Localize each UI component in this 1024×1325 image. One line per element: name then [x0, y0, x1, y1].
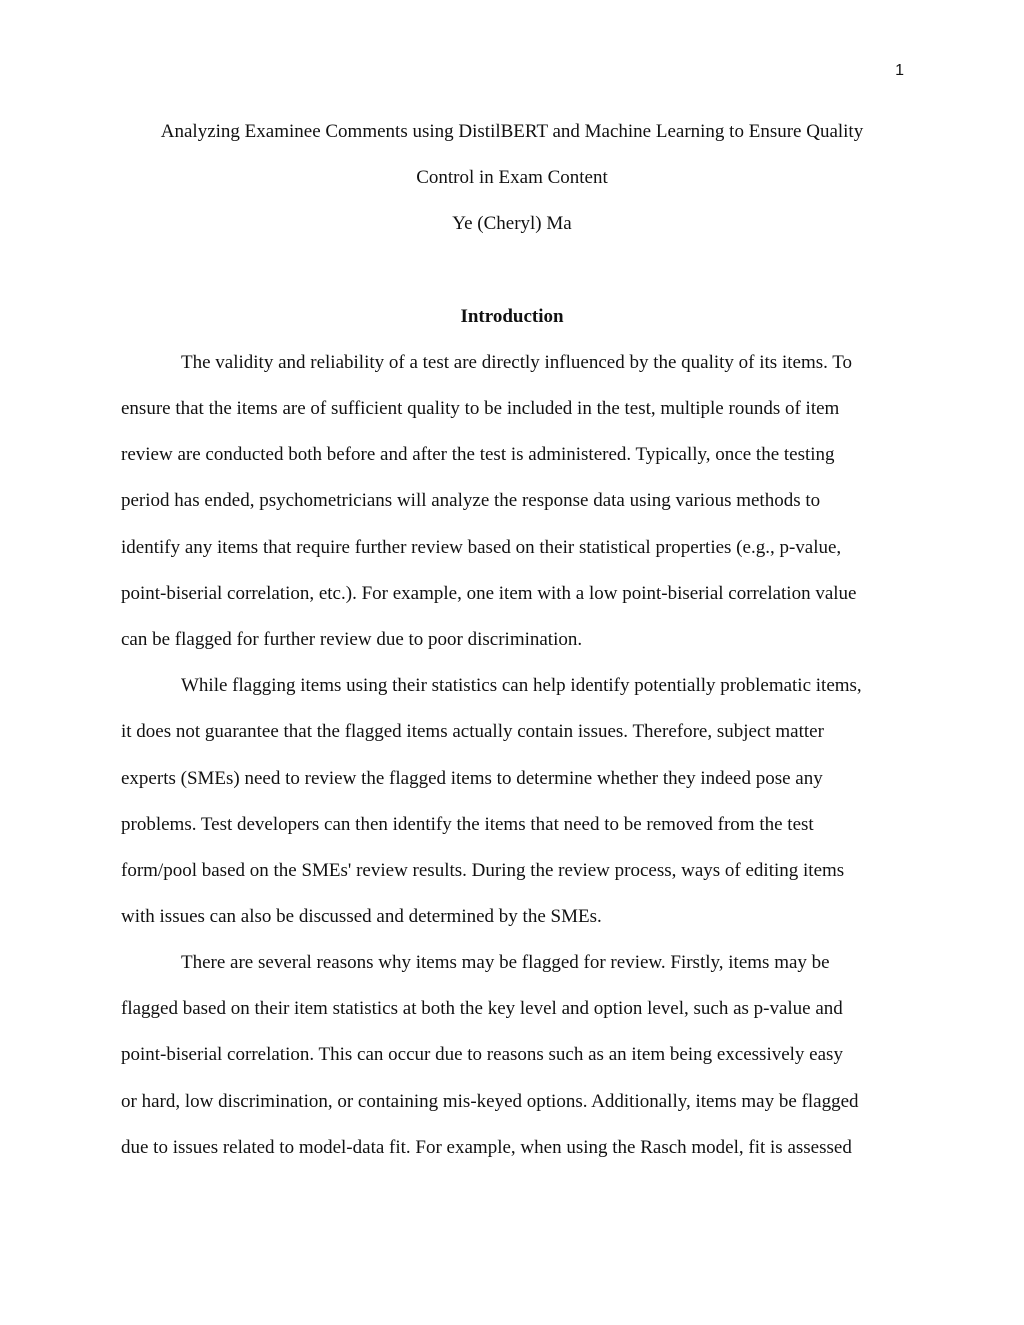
body-line: While flagging items using their statistics can help identify potentially problematic items,: [181, 675, 862, 696]
body-line: with issues can also be discussed and determined by the SMEs.: [121, 906, 602, 927]
title-line-2: Control in Exam Content: [416, 167, 608, 188]
body-line: due to issues related to model-data fit. For example, when using the Rasch model, fit is assessed: [121, 1137, 852, 1158]
section-heading: Introduction: [460, 306, 564, 327]
body-line: There are several reasons why items may be flagged for review. Firstly, items may be: [181, 952, 830, 973]
body-line: or hard, low discrimination, or containing mis-keyed options. Additionally, items may be flagged: [121, 1091, 859, 1112]
author-name: Ye (Cheryl) Ma: [452, 213, 572, 234]
body-line: point-biserial correlation, etc.). For example, one item with a low point-biserial correlation value: [121, 583, 857, 604]
body-line: period has ended, psychometricians will analyze the response data using various methods to: [121, 490, 821, 511]
title-line-1: Analyzing Examinee Comments using DistilBERT and Machine Learning to Ensure Quality: [160, 121, 864, 142]
body-line: it does not guarantee that the flagged items actually contain issues. Therefore, subject matter: [121, 721, 824, 742]
body-line: can be flagged for further review due to poor discrimination.: [121, 629, 583, 650]
body-line: flagged based on their item statistics at both the key level and option level, such as p-value and: [121, 998, 843, 1019]
body-line: identify any items that require further review based on their statistical properties (e.g., p-value,: [121, 537, 842, 558]
body-line: experts (SMEs) need to review the flagged items to determine whether they indeed pose any: [121, 768, 823, 789]
body-line: point-biserial correlation. This can occur due to reasons such as an item being excessively easy: [121, 1044, 843, 1065]
body-line: The validity and reliability of a test are directly influenced by the quality of its items. To: [181, 352, 853, 373]
page-number: 1: [895, 62, 904, 79]
body-line: review are conducted both before and after the test is administered. Typically, once the testing: [121, 444, 835, 465]
body-line: problems. Test developers can then identify the items that need to be removed from the test: [121, 814, 814, 835]
body-line: form/pool based on the SMEs' review results. During the review process, ways of editing items: [121, 860, 845, 881]
body-line: ensure that the items are of sufficient quality to be included in the test, multiple rounds of item: [121, 398, 840, 419]
